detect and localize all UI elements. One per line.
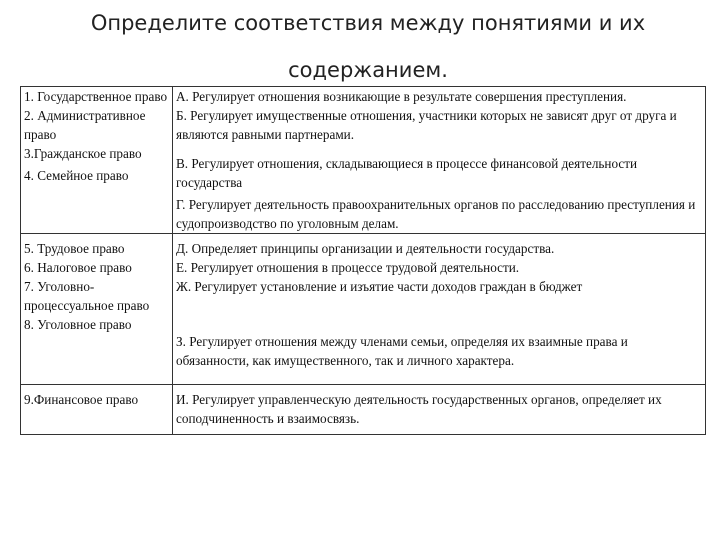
concept-item: 8. Уголовное право — [24, 317, 132, 332]
concept-item: 7. Уголовно-процессуальное право — [24, 279, 150, 313]
descriptions-cell — [173, 385, 706, 435]
descriptions-cell — [173, 87, 706, 234]
concept-item: 4. Семейное право — [24, 168, 129, 183]
description-item: Д. Определяет принципы организации и деятельности государства. — [176, 241, 555, 256]
table-row — [21, 234, 706, 385]
description-item: И. Регулирует управленческую деятельность государственных органов, определяет их соподчиненность и взаимосвязь. — [176, 392, 662, 426]
concept-item: 2. Административное право — [24, 108, 146, 142]
description-item: З. Регулирует отношения между членами семьи, определяя их взаимные права и обязанности, как имущественного, так и личного характера. — [176, 334, 628, 368]
matching-table — [20, 86, 706, 435]
description-item: Ж. Регулирует установление и изъятие части доходов граждан в бюджет — [176, 279, 583, 294]
concept-item: 1. Государственное право — [24, 89, 168, 104]
concepts-cell — [21, 385, 173, 435]
description-item: Е. Регулирует отношения в процессе трудовой деятельности. — [176, 260, 520, 275]
table-row — [21, 385, 706, 435]
description-item: В. Регулирует отношения, складывающиеся в процессе финансовой деятельности государства — [176, 156, 638, 190]
page-title-line-2: содержанием. — [288, 58, 448, 82]
description-item: Г. Регулирует деятельность правоохранительных органов по расследованию преступления и судопроизводство по уголовным делам. — [176, 197, 696, 231]
concept-item: 3.Гражданское право — [24, 146, 142, 161]
concept-item: 9.Финансовое право — [24, 392, 139, 407]
concept-item: 5. Трудовое право — [24, 241, 125, 256]
descriptions-cell — [173, 234, 706, 385]
page-title-line-1: Определите соответствия между понятиями и их — [90, 11, 646, 35]
table-row — [21, 87, 706, 234]
concept-item: 6. Налоговое право — [24, 260, 132, 275]
concepts-cell — [21, 234, 173, 385]
concepts-cell — [21, 87, 173, 234]
description-item: А. Регулирует отношения возникающие в результате совершения преступления. — [176, 89, 627, 104]
description-item: Б. Регулирует имущественные отношения, участники которых не зависят друг от друга и являются равными партнерами. — [176, 108, 677, 142]
